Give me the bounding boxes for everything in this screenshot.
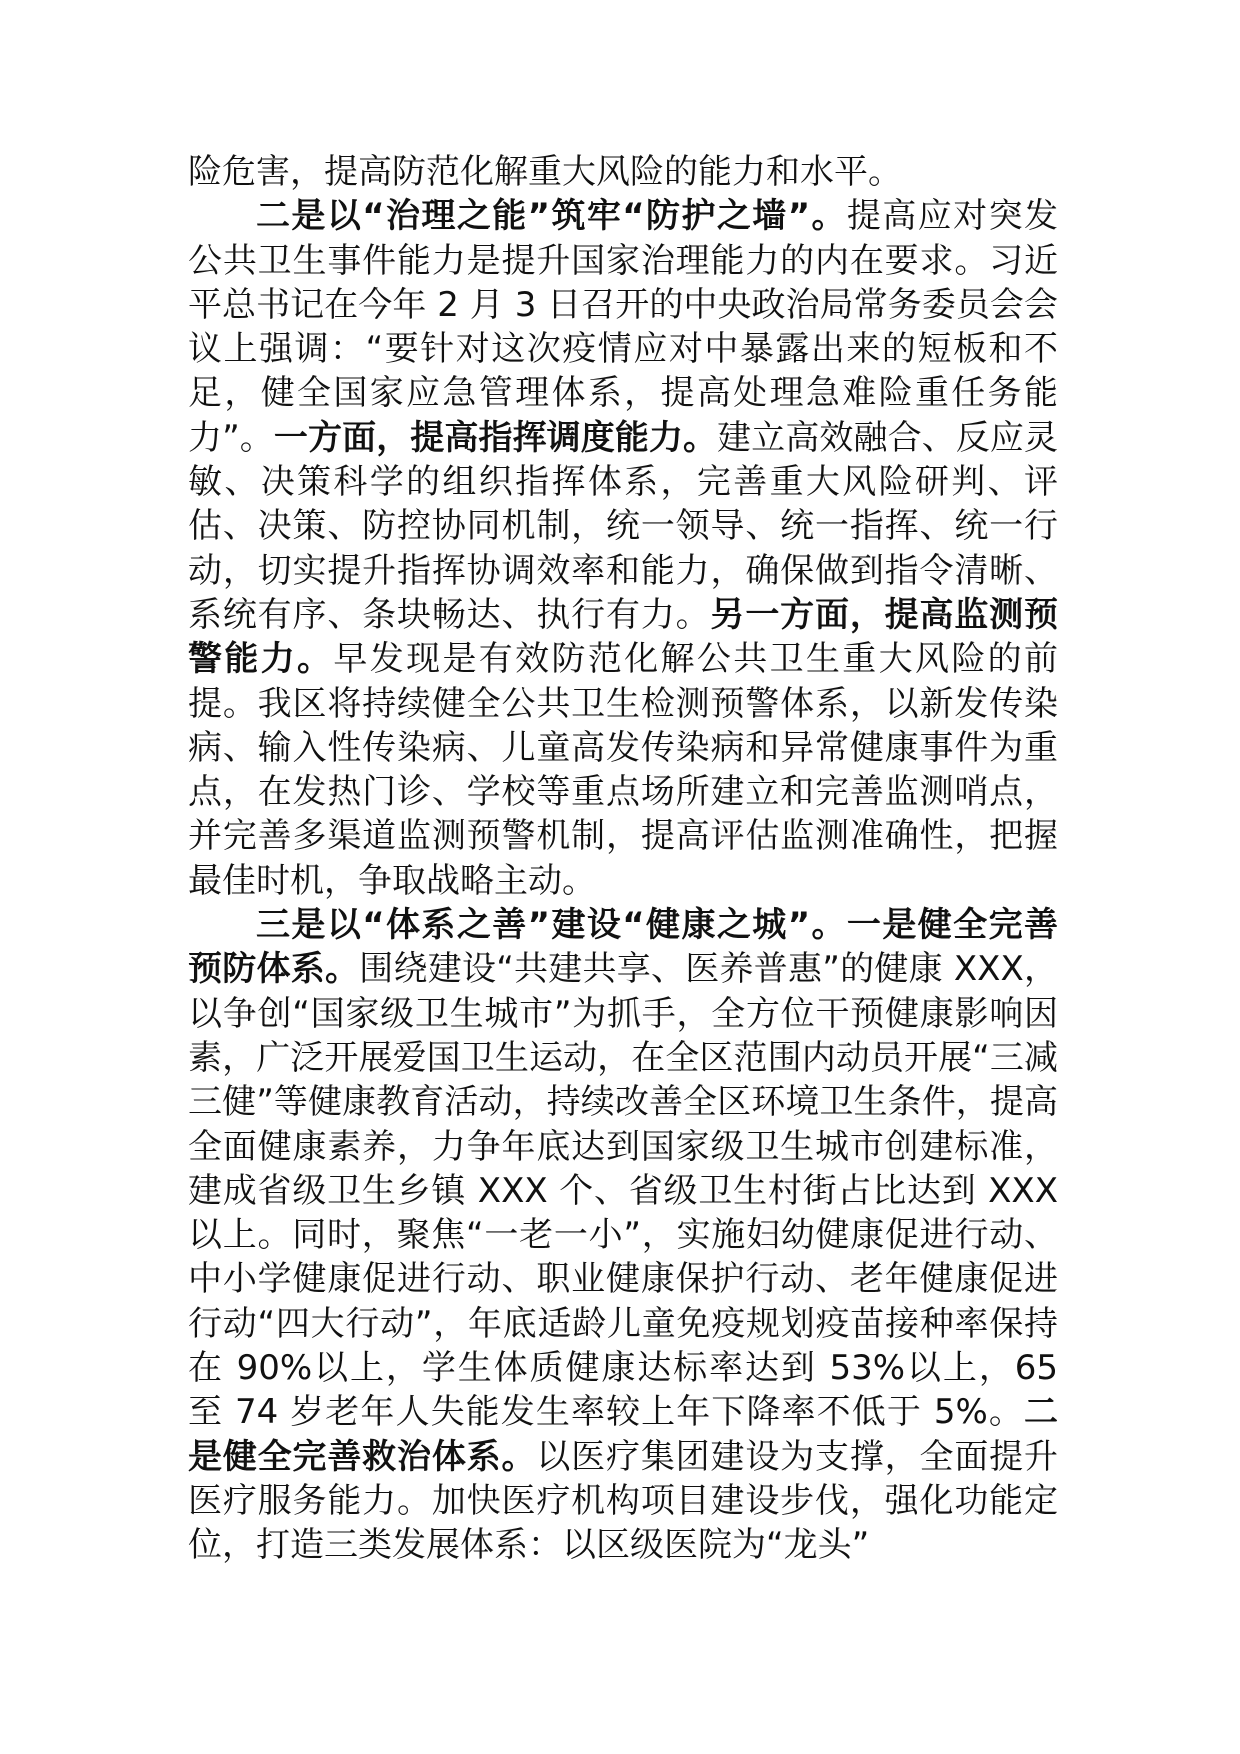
document-page xyxy=(188,150,1058,1568)
body-text: 提高应对突发公共卫生事件能力是提升国家治理能力的内在要求。习近平总书记在今年 2 月 3 日召开的中央政治局常务委员会会议上强调：“要针对这次疫情应对中暴露出来的短板和不足，健全国家应急管理体系，提高处理急难险重任务能力”。 xyxy=(188,196,1058,458)
body-text: 险危害，提高防范化解重大风险的能力和水平。 xyxy=(188,152,902,192)
body-text: 围绕建设“共建共享、医养普惠”的健康 XXX，以争创“国家级卫生城市”为抓手，全方位干预健康影响因素，广泛开展爱国卫生运动，在全区范围内动员开展“三减三健”等健康教育活动，持续改善全区环境卫生条件，提高全面健康素养，力争年底达到国家级卫生城市创建标准，建成省级卫生乡镇 XXX 个、省级卫生村街占比达到 XXX 以上。同时，聚焦“一老一小”，实施妇幼健康促进行动、中小学健康促进行动、职业健康保护行动、老年健康促进行动“四大行动”，年底适龄儿童免疫规划疫苗接种率保持在 90%以上，学生体质健康达标率达到 53%以上，65 至 74 岁老年人失能发生率较上年下降率不低于 5%。 xyxy=(188,949,1058,1433)
paragraph-governance-capacity xyxy=(188,194,1058,903)
paragraph-continuation xyxy=(188,150,1058,194)
subheading: 二是健全完善救治体系。 xyxy=(188,1392,1058,1477)
subheading: 一方面，提高指挥调度能力。 xyxy=(273,417,718,458)
body-text: 早发现是有效防范化解公共卫生重大风险的前提。我区将持续健全公共卫生检测预警体系，以新发传染病、输入性传染病、儿童高发传染病和异常健康事件为重点，在发热门诊、学校等重点场所建立和完善监测哨点，并完善多渠道监测预警机制，提高评估监测准确性，把握最佳时机，争取战略主动。 xyxy=(188,639,1059,901)
section-heading: 二是以“治理之能”筑牢“防护之墙”。 xyxy=(256,196,847,237)
subheading: 另一方面，提高监测预警能力。 xyxy=(188,594,1058,680)
section-heading: 三是以“体系之善”建设“健康之城”。一是健全完善预防体系。 xyxy=(188,905,1058,990)
body-text: 以医疗集团建设为支撑，全面提升医疗服务能力。加快医疗机构项目建设步伐，强化功能定位，打造三类发展体系：以区级医院为“龙头” xyxy=(188,1436,1059,1566)
body-text: 建立高效融合、反应灵敏、决策科学的组织指挥体系，完善重大风险研判、评估、决策、防控协同机制，统一领导、统一指挥、统一行动，切实提升指挥协调效率和能力，确保做到指令清晰、系统有序、条块畅达、执行有力。 xyxy=(188,417,1058,635)
paragraph-health-system xyxy=(188,903,1058,1567)
